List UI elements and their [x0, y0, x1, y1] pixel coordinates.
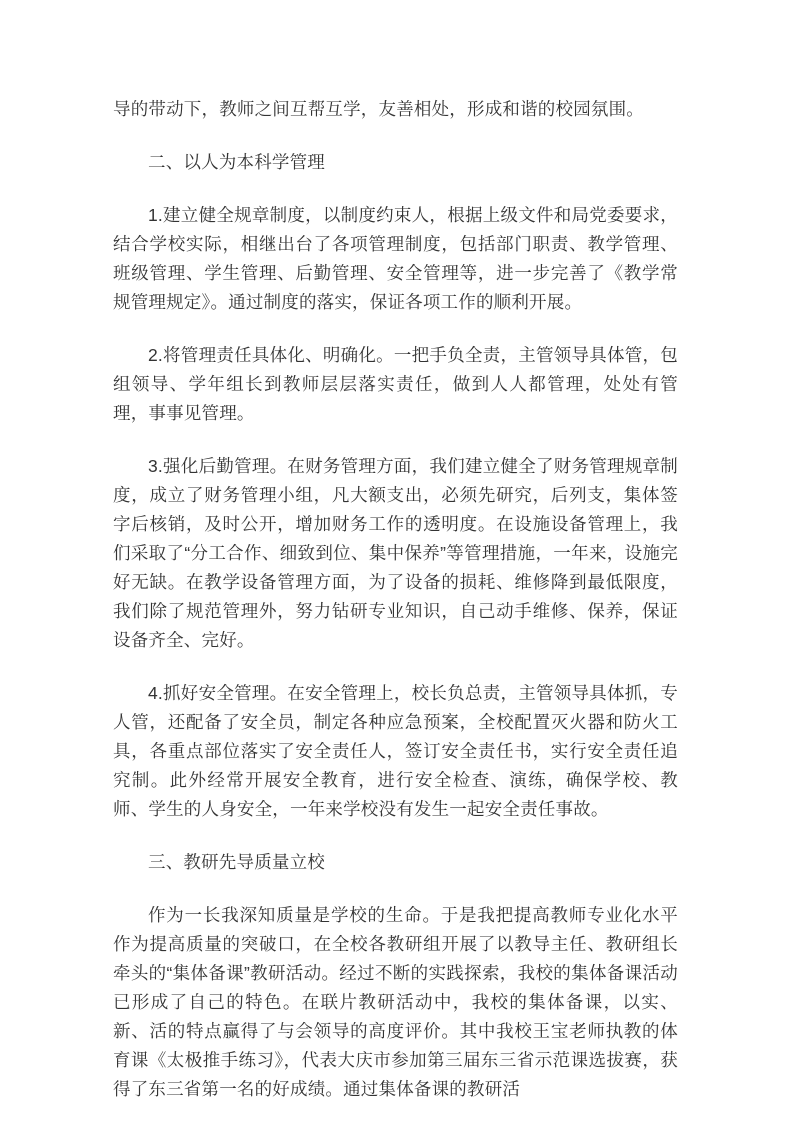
paragraph-collective-lesson-preparation: 作为一长我深知质量是学校的生命。于是我把提高教师专业化水平作为提高质量的突破口，在全校各教研组开展了以教导主任、教研组长牵头的“集体备课”教研活动。经过不断的实践探索，我校的集体备课活动已形成了自己的特色。在联片教研活动中，我校的集体备课，以实、新、活的特点赢得了与会领导的高度评价。其中我校王宝老师执教的体育课《太极推手练习》，代表大庆市参加第三届东三省示范课选拔赛，获得了东三省第一名的好成绩。通过集体备课的教研活: [113, 905, 678, 1099]
section-heading-people-oriented-management: 二、以人为本科学管理: [148, 152, 325, 172]
paragraph-management-responsibility: 2.将管理责任具体化、明确化。一把手负全责，主管领导具体管，包组领导、学年组长到教师层层落实责任，做到人人都管理，处处有管理，事事见管理。: [113, 345, 678, 423]
continuation-line: 导的带动下，教师之间互帮互学，友善相处，形成和谐的校园氛围。: [113, 99, 644, 119]
paragraph-safety-management: 4.抓好安全管理。在安全管理上，校长负总责，主管领导具体抓，专人管，还配备了安全员，制定各种应急预案，全校配置灭火器和防火工具，各重点部位落实了安全责任人，签订安全责任书，实行安全责任追究制。此外经常开展安全教育，进行安全检查、演练，确保学校、教师、学生的人身安全，一年来学校没有发生一起安全责任事故。: [113, 683, 678, 819]
section-heading-teaching-research-quality: 三、教研先导质量立校: [148, 852, 325, 872]
paragraph-logistics-finance-management: 3.强化后勤管理。在财务管理方面，我们建立健全了财务管理规章制度，成立了财务管理小组，凡大额支出，必须先研究，后列支，集体签字后核销，及时公开，增加财务工作的透明度。在设施设备管理上，我们采取了“分工合作、细致到位、集中保养”等管理措施，一年来，设施完好无缺。在教学设备管理方面，为了设备的损耗、维修降到最低限度，我们除了规范管理外，努力钻研专业知识，自己动手维修、保养，保证设备齐全、完好。: [113, 456, 678, 650]
paragraph-rules-and-regulations: 1.建立健全规章制度，以制度约束人，根据上级文件和局党委要求，结合学校实际，相继出台了各项管理制度，包括部门职责、教学管理、班级管理、学生管理、后勤管理、安全管理等，进一步完善了《教学常规管理规定》。通过制度的落实，保证各项工作的顺利开展。: [113, 205, 678, 312]
